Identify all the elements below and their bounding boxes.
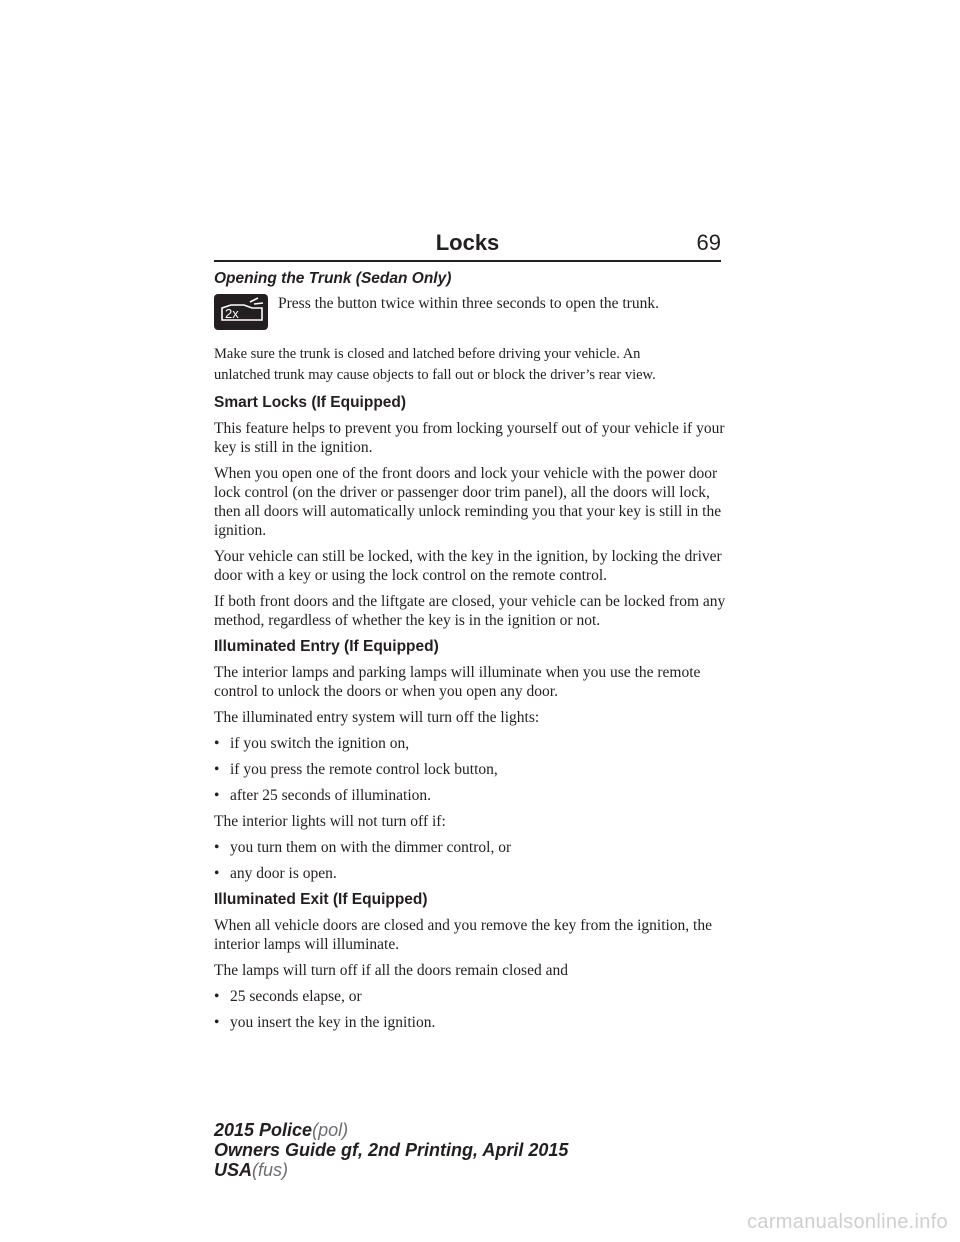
trunk-instruction: Press the button twice within three seconds to open the trunk.	[278, 295, 659, 312]
list-item: • any door is open.	[214, 865, 337, 882]
list-item: • if you switch the ignition on,	[214, 735, 410, 752]
footer-market-code: (fus)	[252, 1160, 289, 1180]
bullet-mark: •	[214, 865, 220, 882]
illuminated-exit-p2: The lamps will turn off if all the doors remain closed and	[214, 962, 568, 979]
trunk-instruction-row	[214, 294, 729, 344]
smart-locks-p4: If both front doors and the liftgate are closed, your vehicle can be locked from any method, regardless of whether the key is in the ignition or not.	[214, 593, 726, 629]
page-header	[214, 230, 721, 260]
bullet-mark: •	[214, 787, 220, 804]
illuminated-entry-p2: The illuminated entry system will turn off the lights:	[214, 709, 540, 726]
list-item: • if you press the remote control lock button,	[214, 761, 498, 778]
smart-locks-p2: When you open one of the front doors and lock your vehicle with the power door lock control (on the driver or passenger door trim panel), all the doors will lock, then all doors will automatically unlock reminding you that your key is still in the ignition.	[214, 465, 722, 539]
bullet-mark: •	[214, 839, 220, 856]
bullet-mark: •	[214, 1014, 220, 1031]
list-item: • you insert the key in the ignition.	[214, 1014, 436, 1031]
footer-market: USA	[214, 1160, 253, 1180]
list-item: • 25 seconds elapse, or	[214, 988, 362, 1005]
bullet-mark: •	[214, 761, 220, 778]
watermark: carmanualsonline.info	[747, 1211, 948, 1233]
smart-locks-p1: This feature helps to prevent you from locking yourself out of your vehicle if your key is still in the ignition.	[214, 420, 725, 456]
section-heading-illuminated-entry: Illuminated Entry (If Equipped)	[214, 638, 439, 655]
trunk-note-line2: unlatched trunk may cause objects to fall out or block the driver’s rear view.	[214, 367, 656, 383]
footer-vehicle-code: (pol)	[312, 1120, 349, 1140]
section-heading-smart-locks: Smart Locks (If Equipped)	[214, 394, 407, 411]
trunk-note-line1: Make sure the trunk is closed and latched before driving your vehicle. An	[214, 346, 641, 362]
illuminated-entry-p1: The interior lamps and parking lamps will illuminate when you use the remote control to unlock the doors or when you open any door.	[214, 664, 701, 700]
trunk-note	[214, 344, 729, 386]
smart-locks-p3: Your vehicle can still be locked, with the key in the ignition, by locking the driver door with a key or using the lock control on the remote control.	[214, 548, 722, 584]
footer-edition: Owners Guide gf, 2nd Printing, April 2015	[214, 1140, 569, 1160]
page-content	[214, 269, 729, 1039]
footer-vehicle: 2015 Police	[214, 1120, 313, 1140]
icon-label: 2x	[225, 306, 239, 321]
document-footer	[214, 1120, 734, 1180]
page-number: 69	[696, 230, 721, 255]
header-divider	[214, 260, 721, 262]
section-heading-illuminated-exit: Illuminated Exit (If Equipped)	[214, 891, 428, 908]
illuminated-exit-p1: When all vehicle doors are closed and you remove the key from the ignition, the interior lamps will illuminate.	[214, 917, 712, 953]
list-item: • after 25 seconds of illumination.	[214, 787, 432, 804]
bullet-mark: •	[214, 988, 220, 1005]
trunk-release-icon	[214, 294, 268, 330]
bullet-mark: •	[214, 735, 220, 752]
illuminated-entry-p3: The interior lights will not turn off if:	[214, 813, 446, 830]
page-title: Locks	[435, 230, 500, 255]
section-heading-trunk: Opening the Trunk (Sedan Only)	[214, 270, 452, 287]
list-item: • you turn them on with the dimmer control, or	[214, 839, 512, 856]
